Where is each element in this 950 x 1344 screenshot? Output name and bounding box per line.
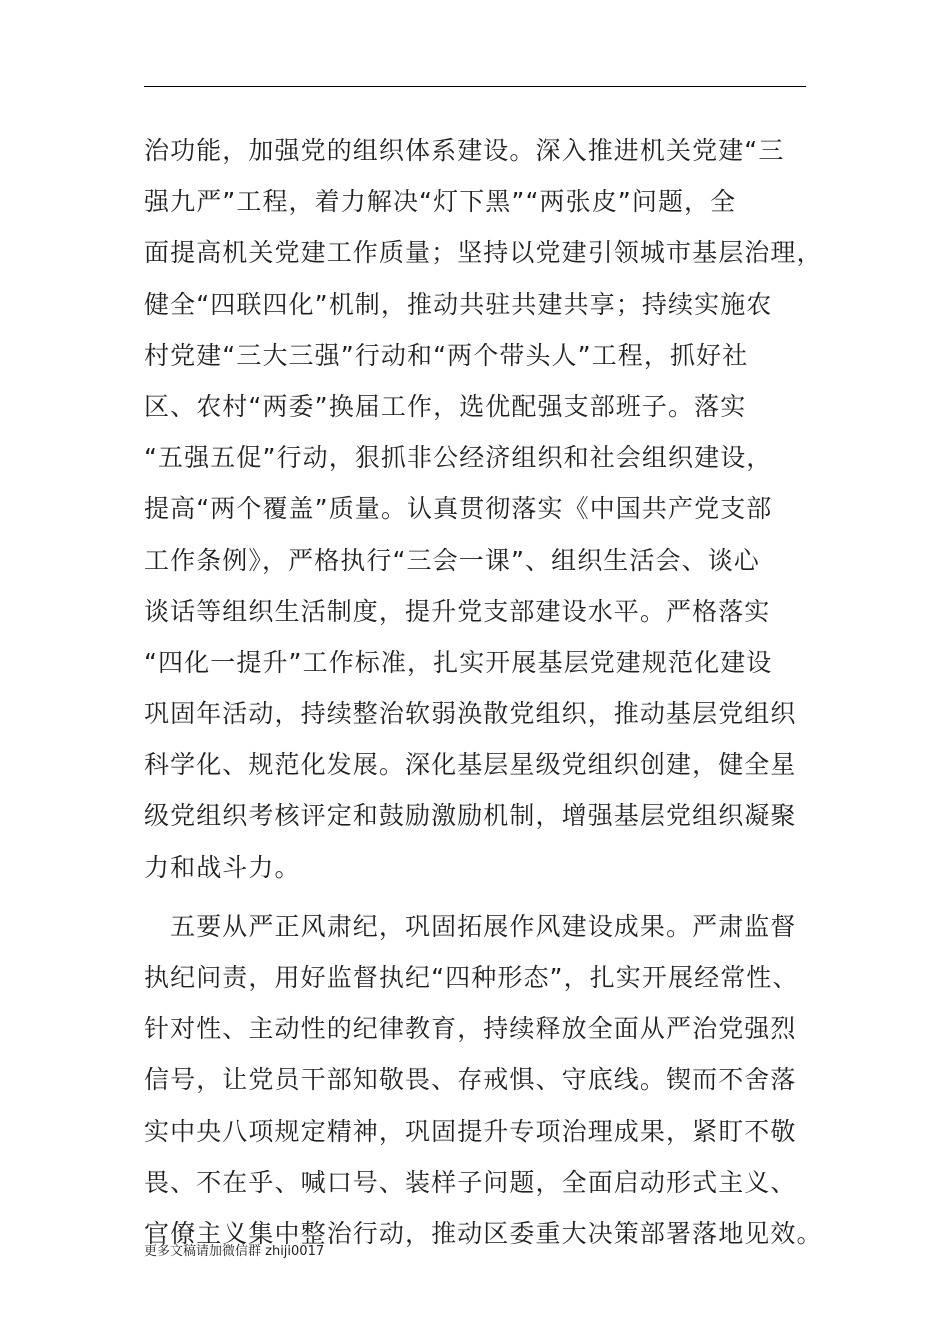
- text-line: “四化一提升”工作标准，扎实开展基层党建规范化建设: [144, 647, 773, 677]
- text-line: 谈话等组织生活制度，提升党支部建设水平。严格落实: [144, 596, 771, 626]
- text-line: 巩固年活动，持续整治软弱涣散党组织，推动基层党组织: [144, 699, 797, 729]
- text-line: 健全“四联四化”机制，推动共驻共建共享；持续实施农: [144, 289, 773, 319]
- text-line: 五要从严正风肃纪，巩固拓展作风建设成果。严肃监督: [144, 911, 797, 941]
- text-line: 治功能，加强党的组织体系建设。深入推进机关党建“三: [144, 136, 785, 165]
- footer-note: 更多文稿请加微信群 zhiji0017: [144, 1244, 325, 1259]
- text-line: 实中央八项规定精神，巩固提升专项治理成果，紧盯不敬: [144, 1116, 797, 1146]
- text-line: 强九严”工程，着力解决“灯下黑”“两张皮”问题，全: [144, 187, 737, 217]
- text-line: 科学化、规范化发展。深化基层星级党组织创建，健全星: [144, 750, 797, 780]
- text-line: 官僚主义集中整治行动，推动区委重大决策部署落地见效。: [144, 1218, 823, 1248]
- text-line: 信号，让党员干部知敬畏、存戒惧、守底线。锲而不舍落: [144, 1065, 797, 1095]
- text-line: 提高“两个覆盖”质量。认真贯彻落实《中国共产党支部: [144, 494, 773, 524]
- text-line: 工作条例》，严格执行“三会一课”、组织生活会、谈心: [144, 545, 760, 575]
- text-line: “五强五促”行动，狠抓非公经济组织和社会组织建设，: [144, 443, 773, 473]
- text-line: 针对性、主动性的纪律教育，持续释放全面从严治党强烈: [144, 1014, 797, 1044]
- text-line: 面提高机关党建工作质量；坚持以党建引领城市基层治理，: [144, 238, 823, 268]
- text-line: 力和战斗力。: [144, 852, 301, 882]
- text-line: 村党建“三大三强”行动和“两个带头人”工程，抓好社: [144, 340, 749, 370]
- text-line: 级党组织考核评定和鼓励激励机制，增强基层党组织凝聚: [144, 801, 797, 831]
- paragraph-gap: [144, 893, 806, 901]
- text-line: 区、农村“两委”换届工作，选优配强支部班子。落实: [144, 391, 747, 421]
- header-rule: [144, 86, 806, 87]
- body-text: [144, 125, 823, 1259]
- text-line: 执纪问责，用好监督执纪“四种形态”，扎实开展经常性、: [144, 963, 799, 992]
- text-line: 畏、不在乎、喊口号、装样子问题，全面启动形式主义、: [144, 1167, 797, 1197]
